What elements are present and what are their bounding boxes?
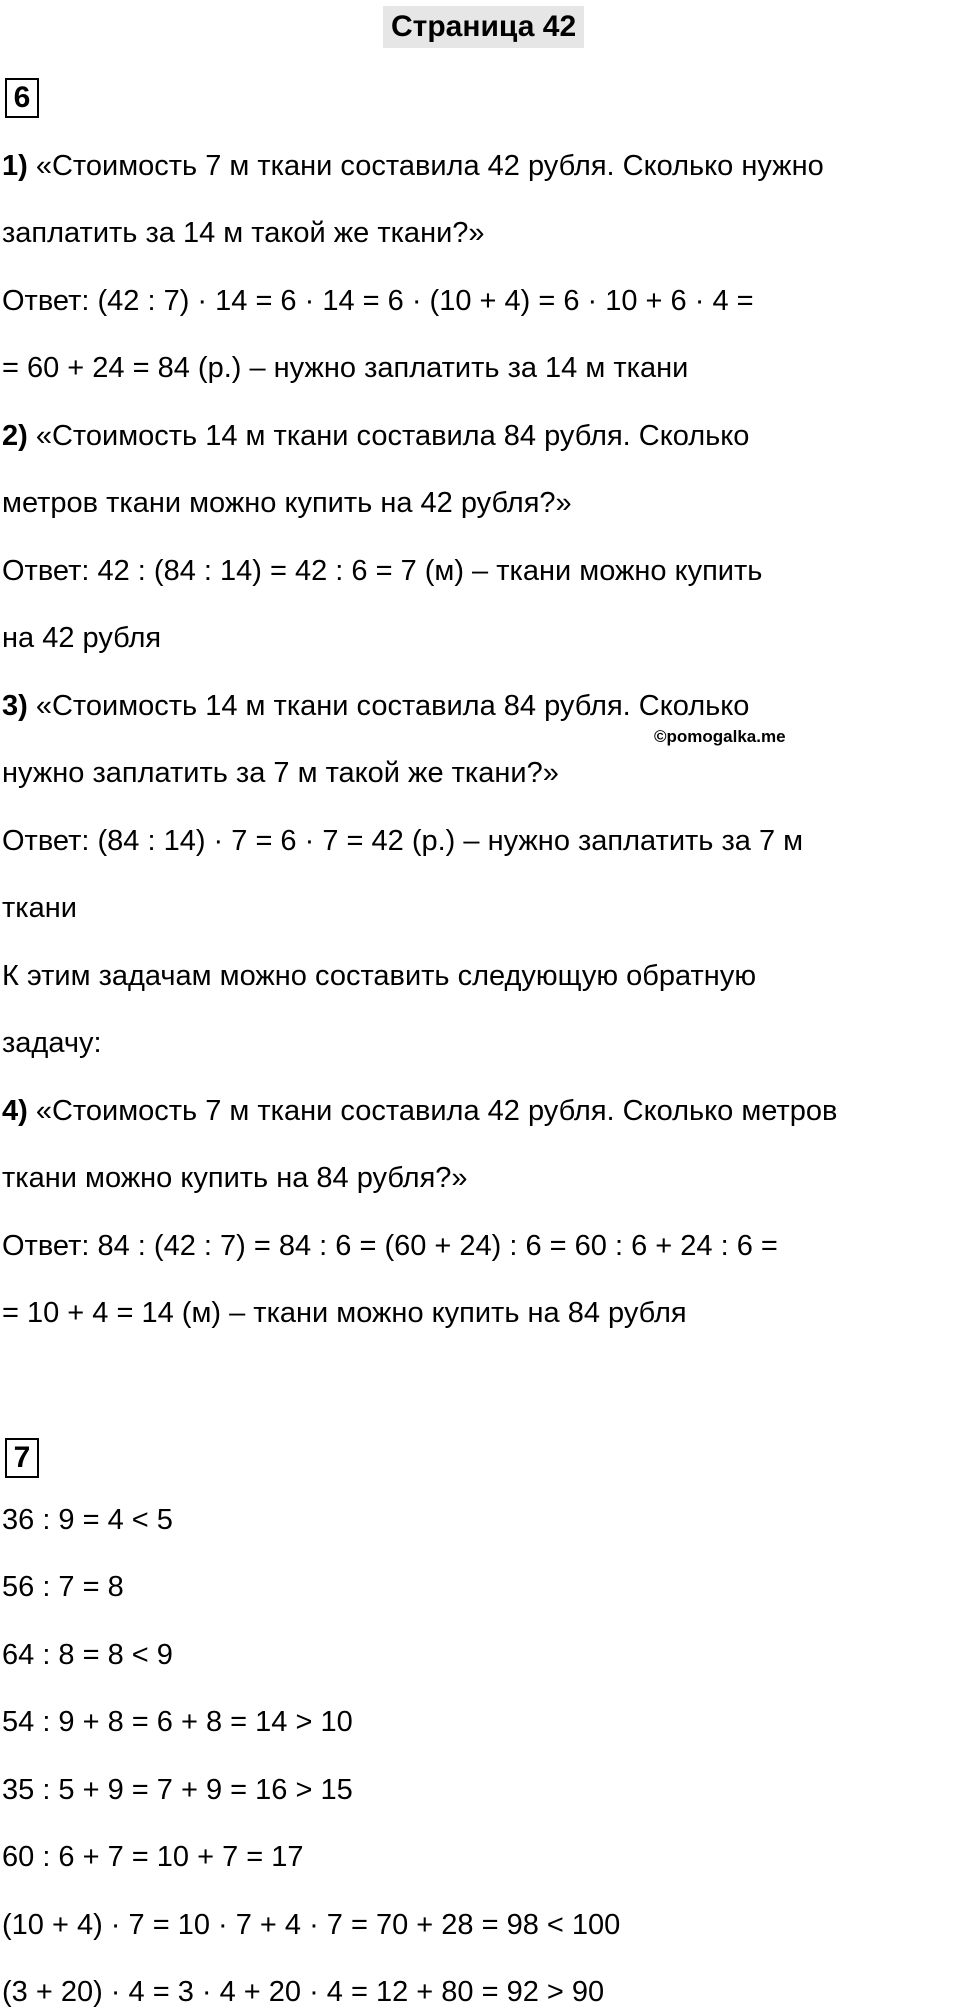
task-6-line xyxy=(2,618,161,658)
item-number: 4) xyxy=(2,1095,28,1127)
line-text: заплатить за 14 м такой же ткани?» xyxy=(2,217,485,249)
task-6-line xyxy=(2,888,77,928)
task-6-line xyxy=(2,213,485,253)
line-text: ткани xyxy=(2,892,77,924)
line-text: ткани можно купить на 84 рубля?» xyxy=(2,1162,468,1194)
line-text: «Стоимость 14 м ткани составила 84 рубля. Сколько xyxy=(27,690,750,722)
item-number: 2) xyxy=(2,420,28,452)
task-7-line: 56 : 7 = 8 xyxy=(2,1571,124,1603)
task-6-line xyxy=(2,281,754,321)
line-text: = 60 + 24 = 84 (р.) – нужно заплатить за 14 м ткани xyxy=(2,352,689,384)
task-6-line xyxy=(2,146,824,186)
watermark: ©pomogalka.me xyxy=(654,727,786,746)
page-title: Страница 42 xyxy=(383,6,584,48)
task-6-line xyxy=(2,1023,102,1063)
task-6-line xyxy=(2,956,756,996)
item-number: 3) xyxy=(2,690,28,722)
line-text: нужно заплатить за 7 м такой же ткани?» xyxy=(2,757,559,789)
task-6-line xyxy=(2,483,572,523)
task-6-line xyxy=(2,1091,837,1131)
task-6-line xyxy=(2,1158,468,1198)
task-7-line: 60 : 6 + 7 = 10 + 7 = 17 xyxy=(2,1841,304,1873)
line-text: «Стоимость 14 м ткани составила 84 рубля. Сколько xyxy=(27,420,750,452)
line-text: Ответ: (42 : 7) · 14 = 6 · 14 = 6 · (10 + 4) = 6 · 10 + 6 · 4 = xyxy=(2,285,754,317)
task-7-line: (10 + 4) · 7 = 10 · 7 + 4 · 7 = 70 + 28 = 98 < 100 xyxy=(2,1909,621,1941)
line-text: = 10 + 4 = 14 (м) – ткани можно купить на 84 рубля xyxy=(2,1297,687,1329)
task-6-number: 6 xyxy=(5,78,39,118)
line-text: на 42 рубля xyxy=(2,622,162,654)
line-text: Ответ: 42 : (84 : 14) = 42 : 6 = 7 (м) – ткани можно купить xyxy=(2,555,763,587)
task-6-line xyxy=(2,348,688,388)
task-7-line: (3 + 20) · 4 = 3 · 4 + 20 · 4 = 12 + 80 = 92 > 90 xyxy=(2,1976,605,2008)
item-number: 1) xyxy=(2,150,28,182)
task-6-line xyxy=(2,416,749,456)
line-text: метров ткани можно купить на 42 рубля?» xyxy=(2,487,572,519)
task-7-number: 7 xyxy=(5,1438,39,1478)
task-6-line xyxy=(2,686,749,726)
line-text: Ответ: (84 : 14) · 7 = 6 · 7 = 42 (р.) – нужно заплатить за 7 м xyxy=(2,825,804,857)
task-6-line xyxy=(2,821,803,861)
line-text: «Стоимость 7 м ткани составила 42 рубля. Сколько метров xyxy=(27,1095,838,1127)
task-6-line xyxy=(2,1293,687,1333)
task-6-line xyxy=(2,753,559,793)
task-7-line: 35 : 5 + 9 = 7 + 9 = 16 > 15 xyxy=(2,1774,353,1806)
line-text: задачу: xyxy=(2,1027,102,1059)
task-7-line: 54 : 9 + 8 = 6 + 8 = 14 > 10 xyxy=(2,1706,353,1738)
task-6-line xyxy=(2,1226,778,1266)
task-6-line xyxy=(2,551,762,591)
task-7-line: 36 : 9 = 4 < 5 xyxy=(2,1504,173,1536)
task-7-line: 64 : 8 = 8 < 9 xyxy=(2,1639,173,1671)
line-text: «Стоимость 7 м ткани составила 42 рубля. Сколько нужно xyxy=(27,150,824,182)
line-text: Ответ: 84 : (42 : 7) = 84 : 6 = (60 + 24) : 6 = 60 : 6 + 24 : 6 = xyxy=(2,1230,778,1262)
line-text: К этим задачам можно составить следующую обратную xyxy=(2,960,757,992)
